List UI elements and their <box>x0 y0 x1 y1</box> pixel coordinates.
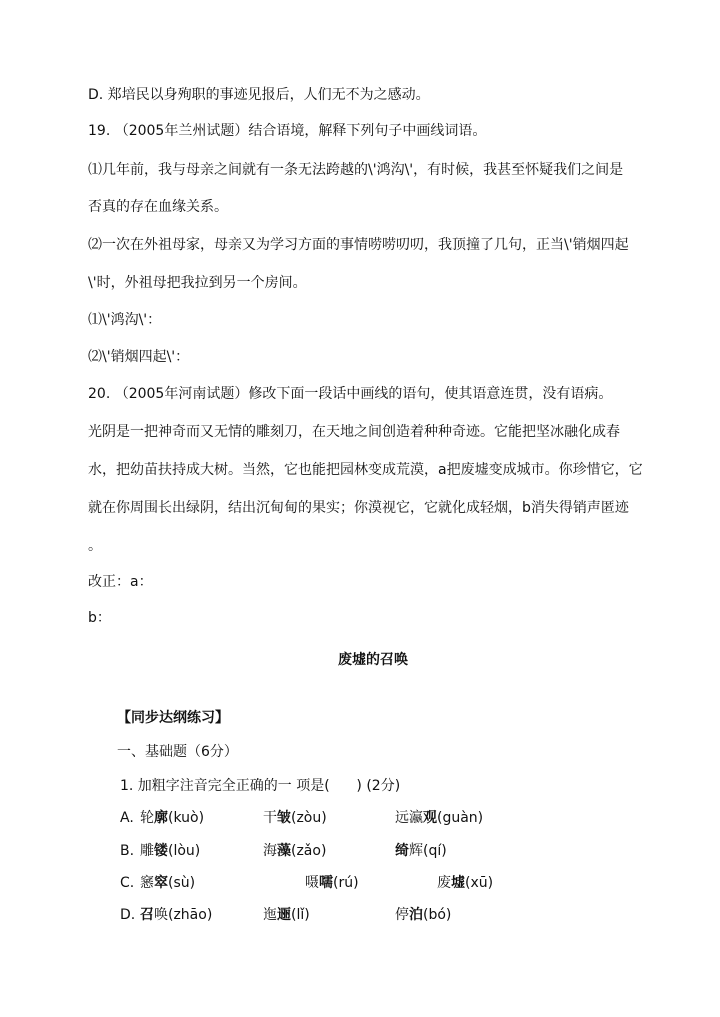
word-plain: 辉 <box>409 843 423 859</box>
option-word <box>305 873 359 893</box>
question-20-heading: 20. （2005年河南试题）修改下面一段话中画线的语句，使其语意连贯，没有语病。 <box>88 386 613 402</box>
word-bold-char: 皱 <box>277 810 291 826</box>
option-row-b <box>0 841 720 861</box>
option-word <box>140 905 212 925</box>
word-bold-char: 窣 <box>154 875 168 891</box>
text-line-option-d: D. 郑培民以身殉职的事迹见报后，人们无不为之感动。 <box>88 87 430 103</box>
word-plain: 雕 <box>140 843 154 859</box>
option-word <box>140 808 204 828</box>
option-label: C. <box>120 875 135 891</box>
option-row-c <box>0 873 720 893</box>
question-19-heading: 19. （2005年兰州试题）结合语境，解释下列句子中画线词语。 <box>88 123 487 139</box>
word-pinyin: (rú) <box>333 875 359 891</box>
word-pinyin: (kuò) <box>168 810 205 826</box>
word-bold-char: 召 <box>140 907 154 923</box>
option-row-d <box>0 905 720 925</box>
option-row-a <box>0 808 720 828</box>
option-label: A. <box>120 810 134 826</box>
word-plain: 废 <box>437 875 451 891</box>
section-title: 废墟的召唤 <box>338 652 408 668</box>
option-word <box>140 841 200 861</box>
option-word <box>395 808 483 828</box>
passage-line-1: 光阴是一把神奇而又无情的雕刻刀，在天地之间创造着种种奇迹。它能把坚冰融化成春 <box>88 424 620 440</box>
option-word <box>140 873 195 893</box>
word-plain: 远瀛 <box>395 810 423 826</box>
word-bold-char: 嚅 <box>319 875 333 891</box>
word-plain: 嗫 <box>305 875 319 891</box>
question-19-sentence-1-cont: 否真的存在血缘关系。 <box>88 199 228 215</box>
option-word <box>437 873 493 893</box>
word-bold-char: 墟 <box>451 875 465 891</box>
question-1-stem: 1. 加粗字注音完全正确的一 项是( ) (2分) <box>120 778 401 794</box>
answer-line-2: ⑵\'销烟四起\'： <box>88 349 190 365</box>
word-plain: 干 <box>263 810 277 826</box>
option-word <box>263 808 327 828</box>
word-plain: 轮 <box>140 810 154 826</box>
word-plain: 窸 <box>140 875 154 891</box>
word-pinyin: (lǐ) <box>291 907 310 923</box>
passage-line-4: 。 <box>88 538 102 554</box>
passage-line-3: 就在你周围长出绿阴，结出沉甸甸的果实；你漠视它，它就化成轻烟，b消失得销声匿迹 <box>88 500 629 516</box>
word-pinyin: (zǎo) <box>291 843 327 859</box>
word-pinyin: (zhāo) <box>168 907 213 923</box>
question-19-sentence-1: ⑴几年前，我与母亲之间就有一条无法跨越的\'鸿沟\'，有时候，我甚至怀疑我们之间是 <box>88 162 624 178</box>
answer-line-1: ⑴\'鸿沟\'： <box>88 312 162 328</box>
part-heading: 一、基础题（6分） <box>117 744 238 760</box>
word-bold-char: 镂 <box>154 843 168 859</box>
option-label: B. <box>120 843 135 859</box>
question-19-sentence-2: ⑵一次在外祖母家，母亲又为学习方面的事情唠唠叨叨，我顶撞了几句，正当\'销烟四起 <box>88 237 629 253</box>
word-plain: 停 <box>395 907 409 923</box>
word-pinyin: (zòu) <box>291 810 327 826</box>
word-pinyin: (guàn) <box>437 810 484 826</box>
word-bold-char: 绮 <box>395 843 409 859</box>
word-plain: 海 <box>263 843 277 859</box>
exercise-heading: 【同步达纲练习】 <box>117 710 229 726</box>
word-bold-char: 廓 <box>154 810 168 826</box>
option-label: D. <box>120 907 136 923</box>
word-bold-char: 观 <box>423 810 437 826</box>
word-bold-char: 藻 <box>277 843 291 859</box>
option-word <box>263 905 310 925</box>
correction-b: b： <box>88 610 111 626</box>
option-word <box>395 905 451 925</box>
word-plain: 迤 <box>263 907 277 923</box>
passage-line-2: 水，把幼苗扶持成大树。当然，它也能把园林变成荒漠，a把废墟变成城市。你珍惜它，它 <box>88 462 643 478</box>
word-pinyin: (sù) <box>168 875 196 891</box>
word-bold-char: 泊 <box>409 907 423 923</box>
question-19-sentence-2-cont: \'时，外祖母把我拉到另一个房间。 <box>88 275 307 291</box>
word-pinyin: (bó) <box>423 907 452 923</box>
word-pinyin: (lòu) <box>168 843 201 859</box>
correction-a: 改正：a： <box>88 574 153 590</box>
word-plain: 唤 <box>154 907 168 923</box>
word-pinyin: (qí) <box>423 843 447 859</box>
option-word <box>263 841 326 861</box>
word-bold-char: 逦 <box>277 907 291 923</box>
word-pinyin: (xū) <box>465 875 494 891</box>
option-word <box>395 841 447 861</box>
